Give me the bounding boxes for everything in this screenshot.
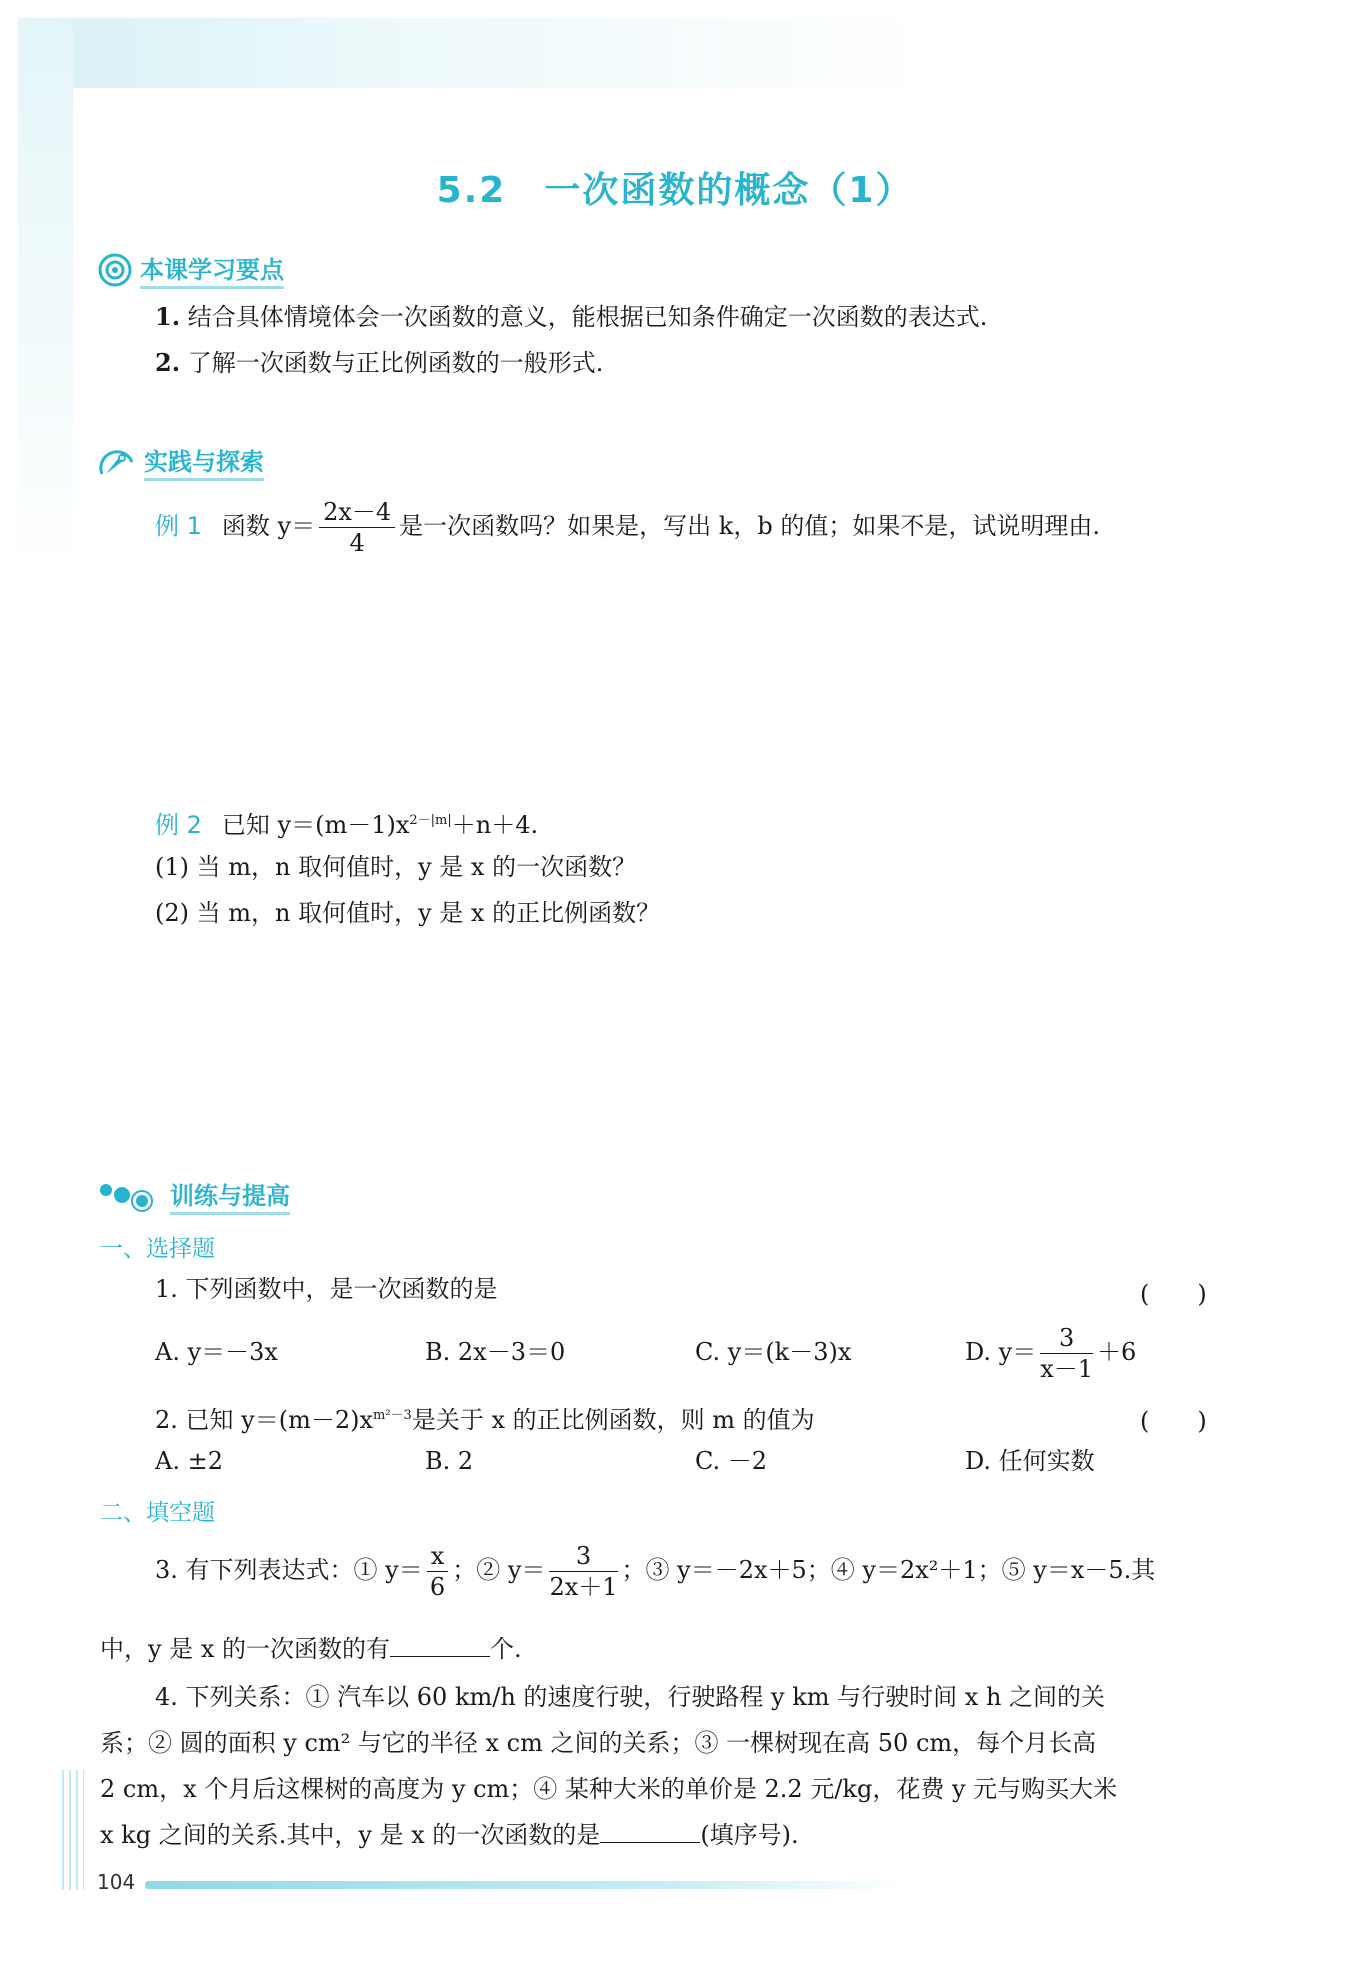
- fraction-denominator: 4: [349, 529, 365, 557]
- example-1-pre: 函数 y＝: [221, 512, 316, 540]
- section-practice-header: [98, 442, 264, 481]
- q2-stem-b: 是关于 x 的正比例函数，则 m 的值为: [411, 1406, 815, 1434]
- goal-text: 结合具体情境体会一次函数的意义，能根据已知条件确定一次函数的表达式.: [187, 303, 988, 331]
- fraction-numerator: 2x－4: [319, 497, 395, 528]
- q4-answer-blank[interactable]: [600, 1820, 700, 1843]
- q3-line2-b: 个.: [489, 1635, 522, 1663]
- fraction-denominator: 2x＋1: [549, 1573, 618, 1601]
- category-choice: 一、选择题: [100, 1236, 215, 1262]
- question-3-line-2: [100, 1634, 522, 1664]
- fraction-numerator: 3: [1040, 1323, 1093, 1354]
- footer-vertical-lines: [62, 1770, 84, 1890]
- q1-option-c[interactable]: C. y＝(k－3)x: [695, 1338, 852, 1366]
- page-title: [0, 162, 1350, 213]
- goal-number: 2.: [155, 348, 181, 377]
- goal-text: 了解一次函数与正比例函数的一般形式.: [187, 349, 604, 377]
- fraction-numerator: 3: [549, 1541, 617, 1572]
- q3-answer-blank[interactable]: [390, 1634, 490, 1657]
- q1-d-fraction: [1040, 1323, 1093, 1384]
- fraction-denominator: x－1: [1040, 1355, 1094, 1383]
- example-2-exponent: 2－|m|: [409, 813, 452, 828]
- question-4-line-2: 系；② 圆的面积 y cm² 与它的半径 x cm 之间的关系；③ 一棵树现在高 50 cm，每个月长高: [100, 1729, 1097, 1757]
- footer-bar: [145, 1881, 905, 1889]
- q1-option-a[interactable]: A. y＝－3x: [155, 1338, 278, 1366]
- example-2: [155, 806, 538, 840]
- fraction-numerator: x: [427, 1541, 449, 1572]
- q2-option-c[interactable]: C. －2: [695, 1447, 768, 1475]
- question-1-answer-paren[interactable]: ( ): [1140, 1280, 1207, 1308]
- question-2-answer-paren[interactable]: ( ): [1140, 1407, 1207, 1435]
- section-practice-label: 实践与探索: [144, 442, 264, 481]
- example-2-stem-b: ＋n＋4.: [451, 811, 539, 839]
- example-1-fraction: [319, 497, 395, 558]
- section-goals-label: 本课学习要点: [140, 250, 284, 289]
- q2-option-a[interactable]: A. ±2: [155, 1447, 223, 1475]
- q1-d-pre: D. y＝: [965, 1338, 1037, 1366]
- title-number: 5.2: [436, 170, 507, 211]
- q3-line2-a: 中，y 是 x 的一次函数的有: [100, 1635, 390, 1663]
- question-4-line-1: 4. 下列关系：① 汽车以 60 km/h 的速度行驶，行驶路程 y km 与行驶时间 x h 之间的关: [155, 1683, 1106, 1711]
- example-1-label: 例 1: [155, 512, 202, 540]
- target-icon: [98, 253, 132, 287]
- q1-option-d[interactable]: [965, 1322, 1136, 1384]
- question-1-stem: 1. 下列函数中，是一次函数的是: [155, 1275, 498, 1303]
- goal-number: 1.: [155, 302, 181, 331]
- fraction-denominator: 6: [429, 1573, 446, 1601]
- left-decoration: [18, 18, 73, 578]
- section-training-label: 训练与提高: [170, 1176, 290, 1215]
- question-4-line-4: [100, 1820, 799, 1850]
- section-training-header: [98, 1176, 290, 1215]
- q3-part-a: 3. 有下列表达式：① y＝: [155, 1556, 423, 1584]
- q3-fraction-1: [427, 1541, 449, 1602]
- q2-option-b[interactable]: B. 2: [425, 1447, 474, 1475]
- page-number: 104: [97, 1870, 136, 1894]
- example-1-post: 是一次函数吗？如果是，写出 k，b 的值；如果不是，试说明理由.: [399, 512, 1100, 540]
- q3-part-b: ；② y＝: [452, 1556, 546, 1584]
- question-3-line-1: [155, 1540, 1155, 1602]
- category-fill: 二、填空题: [100, 1500, 215, 1526]
- dots-icon: [98, 1178, 162, 1214]
- example-2-q1: (1) 当 m，n 取何值时，y 是 x 的一次函数？: [155, 853, 637, 881]
- question-2-stem: [155, 1401, 815, 1435]
- q4-line4-b: (填序号).: [700, 1821, 799, 1849]
- q3-part-c: ；③ y＝－2x＋5；④ y＝2x²＋1；⑤ y＝x－5.其: [621, 1556, 1156, 1584]
- example-1: [155, 496, 1100, 558]
- section-goals-header: [98, 250, 284, 289]
- q4-line4-a: x kg 之间的关系.其中，y 是 x 的一次函数的是: [100, 1821, 601, 1849]
- q2-exponent: m²－3: [373, 1408, 412, 1423]
- q3-fraction-2: [549, 1541, 617, 1602]
- q1-option-b[interactable]: B. 2x－3＝0: [425, 1338, 566, 1366]
- example-2-stem-a: 已知 y＝(m－1)x: [221, 811, 410, 839]
- example-2-label: 例 2: [155, 811, 202, 839]
- goal-item-2: [155, 348, 603, 378]
- rocket-icon: [98, 444, 136, 480]
- q2-option-d[interactable]: D. 任何实数: [965, 1447, 1095, 1475]
- example-2-q2: (2) 当 m，n 取何值时，y 是 x 的正比例函数？: [155, 899, 661, 927]
- q1-d-post: ＋6: [1097, 1338, 1137, 1366]
- top-decoration: [18, 18, 1330, 88]
- title-text: 一次函数的概念（1）: [544, 170, 914, 211]
- question-4-line-3: 2 cm，x 个月后这棵树的高度为 y cm；④ 某种大米的单价是 2.2 元/kg，花费 y 元与购买大米: [100, 1775, 1118, 1803]
- q2-stem-a: 2. 已知 y＝(m－2)x: [155, 1406, 374, 1434]
- goal-item-1: [155, 302, 987, 332]
